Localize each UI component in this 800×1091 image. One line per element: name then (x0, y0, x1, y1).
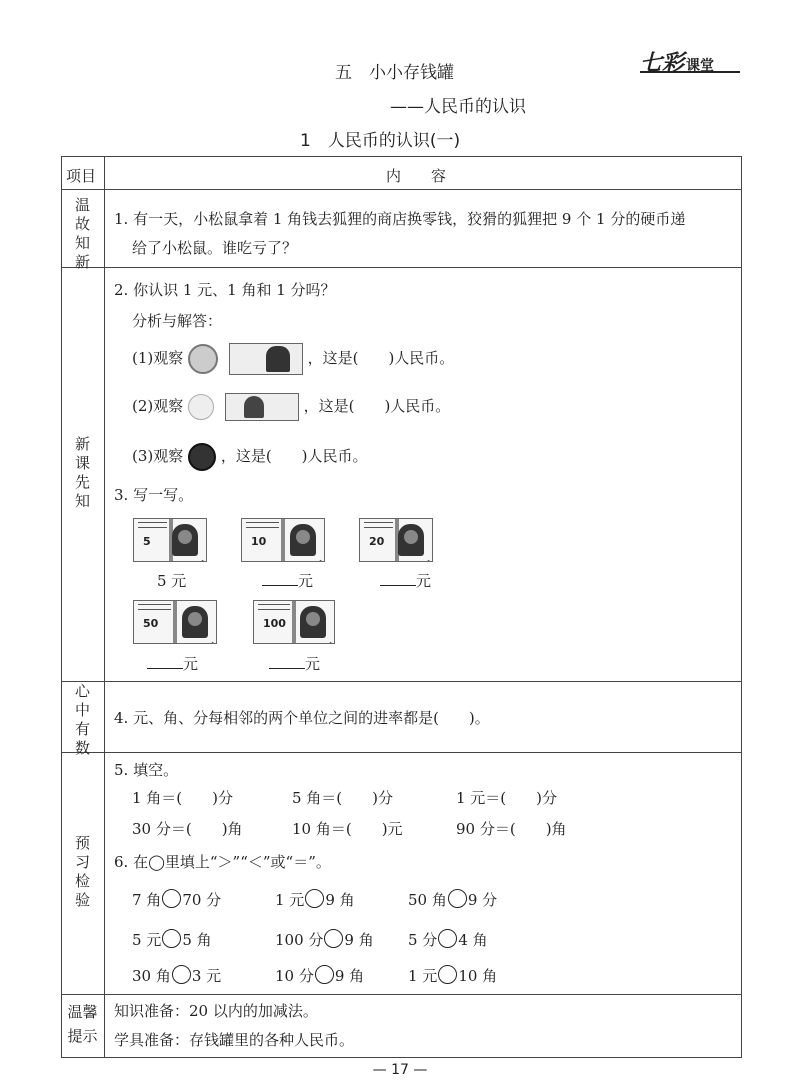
question-1-line1: 1. 有一天，小松鼠拿着 1 角钱去狐狸的商店换零钱，狡猾的狐狸把 9 个 1 分的硬币递 (114, 210, 686, 228)
compare-item: 100 分 9 角 (275, 931, 374, 949)
fill-item: 10 角＝( )元 (292, 820, 403, 838)
note-caption: 元 (380, 570, 431, 591)
answer-blank[interactable] (147, 654, 183, 669)
fill-item: 5 角＝( )分 (292, 789, 394, 807)
row-divider (61, 994, 742, 995)
section-label-check: 预习检验 (74, 834, 90, 909)
compare-circle[interactable] (438, 929, 457, 948)
compare-item: 7 角 70 分 (132, 891, 222, 909)
brand-logo (640, 46, 740, 76)
question-1-line2: 给了小松鼠。谁吃亏了？ (132, 239, 298, 257)
compare-item: 10 分 9 角 (275, 967, 365, 985)
one-jiao-coin-icon (188, 394, 214, 420)
question-5: 5. 填空。 (114, 761, 179, 779)
compare-item: 1 元 10 角 (408, 967, 498, 985)
compare-item: 5 分 4 角 (408, 931, 488, 949)
fill-item: 30 分＝( )角 (132, 820, 243, 838)
compare-item: 50 角 9 分 (408, 891, 498, 909)
one-fen-coin-icon (188, 443, 216, 471)
banknote-image: 100 (253, 600, 335, 644)
question-6: 6. 在◯里填上“＞”“＜”或“＝”。 (114, 853, 331, 871)
compare-circle[interactable] (162, 929, 181, 948)
note-caption: 元 (147, 653, 198, 674)
fill-item: 1 角＝( )分 (132, 789, 234, 807)
section-label-preview: 新课先知 (74, 435, 90, 510)
page-number: — 17 — (372, 1062, 428, 1078)
compare-item: 5 元 5 角 (132, 931, 212, 949)
question-3: 3. 写一写。 (114, 486, 194, 504)
unit-title: 五 小小存钱罐 (335, 63, 454, 83)
question-2: 2. 你认识 1 元、1 角和 1 分吗？ (114, 281, 336, 299)
section-label-mind: 心中有数 (74, 682, 90, 757)
observe-2: (2)观察 ，这是( )人民币。 (132, 393, 450, 421)
answer-blank[interactable] (262, 571, 298, 586)
brand-script: 七彩 (640, 50, 685, 76)
answer-blank[interactable] (380, 571, 416, 586)
column-header-content: 内 容 (386, 167, 447, 185)
note-caption: 元 (262, 570, 313, 591)
section-label-tips: 温馨提示 (67, 1003, 98, 1045)
compare-item: 1 元 9 角 (275, 891, 355, 909)
banknote-image: 5 (133, 518, 207, 562)
observe-3: (3)观察 ，这是( )人民币。 (132, 443, 368, 471)
tip-knowledge: 知识准备：20 以内的加减法。 (114, 1002, 318, 1020)
brand-label: 课堂 (686, 58, 715, 74)
row-divider (61, 267, 742, 268)
compare-circle[interactable] (315, 965, 334, 984)
compare-circle[interactable] (305, 889, 324, 908)
analysis-label: 分析与解答： (132, 312, 223, 330)
unit-subtitle: ——人民币的认识 (390, 97, 526, 117)
compare-circle[interactable] (448, 889, 467, 908)
banknote-image: 20 (359, 518, 433, 562)
column-header-item: 项目 (66, 167, 97, 185)
note-caption: 5 元 (157, 572, 187, 590)
column-divider (104, 156, 105, 1058)
lesson-title: 1 人民币的认识(一) (300, 131, 461, 151)
section-label-review: 温故知新 (74, 196, 90, 271)
compare-item: 30 角 3 元 (132, 967, 222, 985)
brand-underline (640, 71, 740, 73)
observe-1: (1)观察 ，这是( )人民币。 (132, 343, 454, 375)
answer-blank[interactable] (269, 654, 305, 669)
fill-item: 1 元＝( )分 (456, 789, 558, 807)
banknote-image: 50 (133, 600, 217, 644)
compare-circle[interactable] (324, 929, 343, 948)
compare-circle[interactable] (438, 965, 457, 984)
compare-circle[interactable] (162, 889, 181, 908)
question-4: 4. 元、角、分每相邻的两个单位之间的进率都是( )。 (114, 709, 490, 727)
compare-circle[interactable] (172, 965, 191, 984)
row-divider (61, 681, 742, 682)
one-yuan-coin-icon (188, 344, 218, 374)
row-divider (61, 189, 742, 190)
banknote-image: 10 (241, 518, 325, 562)
note-caption: 元 (269, 653, 320, 674)
row-divider (61, 752, 742, 753)
one-jiao-note-icon (225, 393, 299, 421)
one-yuan-note-icon (229, 343, 303, 375)
tip-tools: 学具准备：存钱罐里的各种人民币。 (114, 1031, 355, 1049)
fill-item: 90 分＝( )角 (456, 820, 567, 838)
